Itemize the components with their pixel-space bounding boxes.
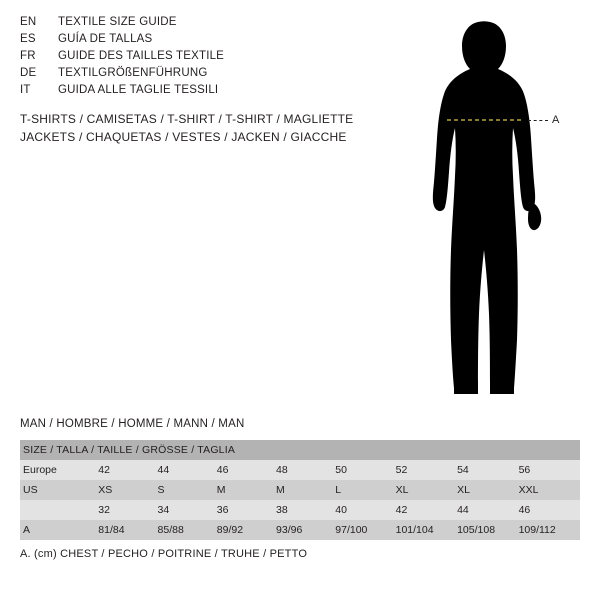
row-label-us: US bbox=[20, 480, 98, 500]
table-cell: 52 bbox=[396, 460, 457, 480]
row-label-a: A bbox=[20, 520, 98, 540]
table-title: MAN / HOMBRE / HOMME / MANN / MAN bbox=[20, 418, 245, 430]
table-cell: L bbox=[335, 480, 395, 500]
table-cell: M bbox=[276, 480, 335, 500]
language-text: GUIDA ALLE TAGLIE TESSILI bbox=[58, 84, 219, 96]
table-row bbox=[20, 480, 580, 500]
table-cell: 46 bbox=[519, 500, 580, 520]
table-cell: 93/96 bbox=[276, 520, 335, 540]
table-cell: 32 bbox=[98, 500, 157, 520]
language-row bbox=[20, 84, 380, 101]
table-row bbox=[20, 460, 580, 480]
table-cell: 54 bbox=[457, 460, 518, 480]
table-cell: M bbox=[217, 480, 276, 500]
row-label-blank bbox=[20, 500, 98, 520]
size-table bbox=[20, 440, 580, 540]
measure-label-a: A bbox=[552, 114, 560, 126]
table-cell: 46 bbox=[217, 460, 276, 480]
male-silhouette-figure bbox=[400, 10, 590, 400]
table-cell: 85/88 bbox=[158, 520, 217, 540]
table-cell: 42 bbox=[98, 460, 157, 480]
language-code: ES bbox=[20, 33, 36, 45]
footnote-measurement-legend: A. (cm) CHEST / PECHO / POITRINE / TRUHE / PETTO bbox=[20, 548, 308, 560]
table-cell: 109/112 bbox=[519, 520, 580, 540]
language-code: DE bbox=[20, 67, 37, 79]
table-cell: XS bbox=[98, 480, 157, 500]
language-text: TEXTILE SIZE GUIDE bbox=[58, 16, 177, 28]
table-cell: 101/104 bbox=[396, 520, 457, 540]
table-cell: 40 bbox=[335, 500, 395, 520]
row-label-europe: Europe bbox=[20, 460, 98, 480]
table-cell: 56 bbox=[519, 460, 580, 480]
table-cell: 97/100 bbox=[335, 520, 395, 540]
table-cell: 81/84 bbox=[98, 520, 157, 540]
garment-line-tshirts: T-SHIRTS / CAMISETAS / T-SHIRT / T-SHIRT / MAGLIETTE bbox=[20, 112, 354, 126]
table-row bbox=[20, 500, 580, 520]
garment-category-block bbox=[20, 110, 420, 146]
table-header-row bbox=[20, 440, 580, 460]
language-code: FR bbox=[20, 50, 36, 62]
table-cell: 105/108 bbox=[457, 520, 518, 540]
table-cell: XL bbox=[457, 480, 518, 500]
table-row bbox=[20, 520, 580, 540]
table-cell: 44 bbox=[158, 460, 217, 480]
language-code: IT bbox=[20, 84, 31, 96]
table-cell: XL bbox=[396, 480, 457, 500]
table-cell: 38 bbox=[276, 500, 335, 520]
garment-line-jackets: JACKETS / CHAQUETAS / VESTES / JACKEN / GIACCHE bbox=[20, 130, 347, 144]
table-cell: 42 bbox=[396, 500, 457, 520]
table-cell: 36 bbox=[217, 500, 276, 520]
table-cell: S bbox=[158, 480, 217, 500]
table-cell: XXL bbox=[519, 480, 580, 500]
table-cell: 44 bbox=[457, 500, 518, 520]
language-row bbox=[20, 33, 380, 50]
language-text: TEXTILGRÖßENFÜHRUNG bbox=[58, 67, 208, 79]
language-row bbox=[20, 67, 380, 84]
language-header-block bbox=[20, 16, 380, 101]
language-row bbox=[20, 16, 380, 33]
table-cell: 48 bbox=[276, 460, 335, 480]
measure-leader-line bbox=[528, 120, 548, 121]
table-header-label: SIZE / TALLA / TAILLE / GRÖSSE / TAGLIA bbox=[20, 440, 580, 460]
silhouette-icon bbox=[400, 10, 590, 400]
language-text: GUIDE DES TAILLES TEXTILE bbox=[58, 50, 225, 62]
language-text: GUÍA DE TALLAS bbox=[58, 33, 153, 45]
language-code: EN bbox=[20, 16, 37, 28]
table-cell: 50 bbox=[335, 460, 395, 480]
table-cell: 34 bbox=[158, 500, 217, 520]
table-cell: 89/92 bbox=[217, 520, 276, 540]
language-row bbox=[20, 50, 380, 67]
